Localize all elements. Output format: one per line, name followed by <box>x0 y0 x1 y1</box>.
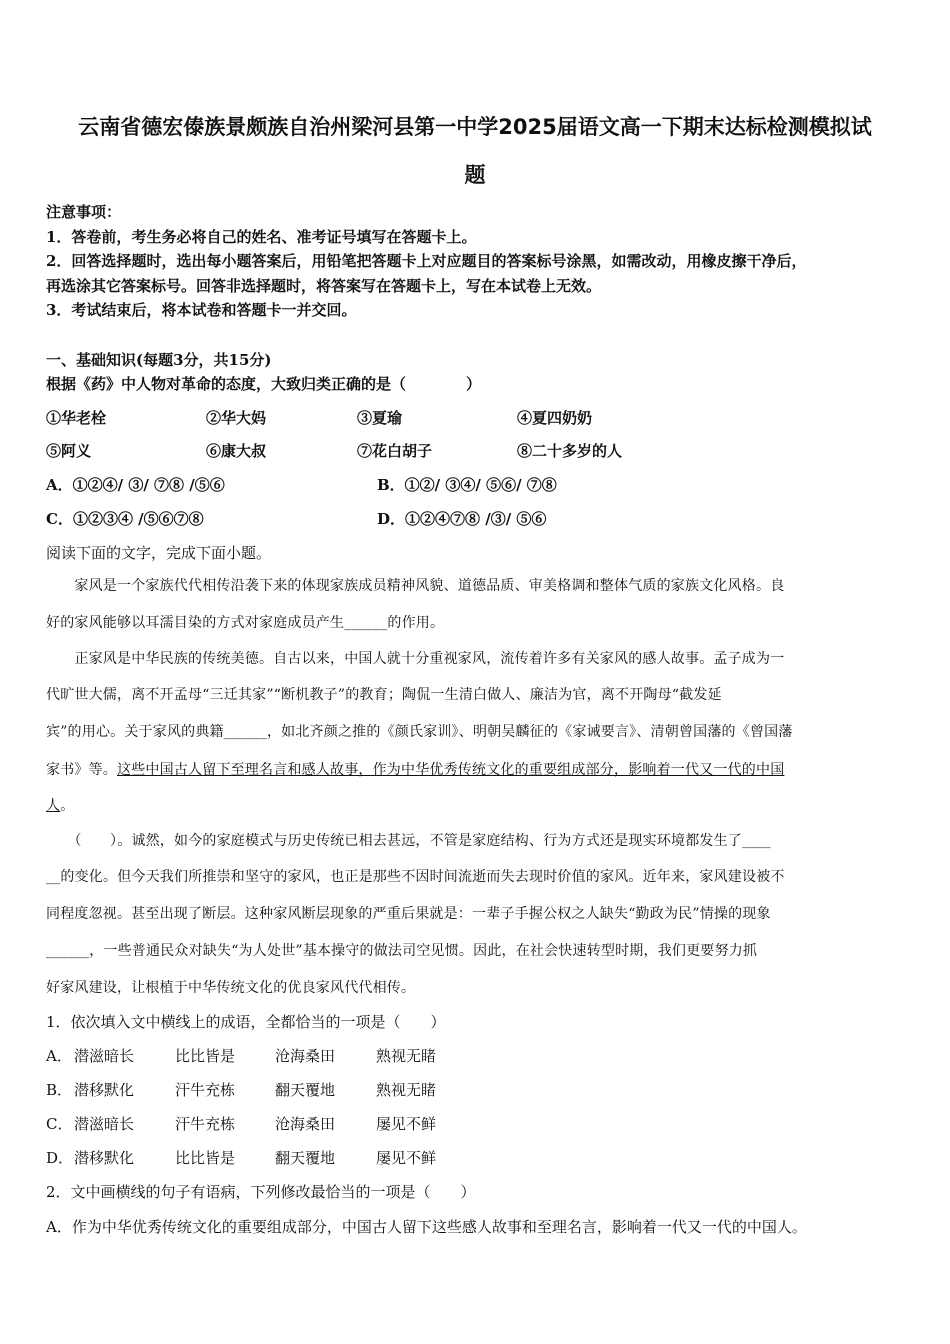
exam-title-line1: 云南省德宏傣族景颇族自治州梁河县第一中学2025届语文高一下期末达标检测模拟试 <box>78 115 872 139</box>
q1-option-label: C． <box>46 1115 73 1133</box>
answer-option-a: A．①②④/ ③/ ⑦⑧ /⑤⑥ <box>46 476 225 494</box>
q2-option-a: A．作为中华优秀传统文化的重要组成部分，中国古人留下这些感人故事和至理名言，影响着一代又一代的中国人。 <box>46 1218 807 1236</box>
character-option: ⑤阿义 <box>46 442 92 460</box>
passage-text: 。 <box>60 798 75 814</box>
passage-line: 正家风是中华民族的传统美德。自古以来，中国人就十分重视家风，流传着许多有关家风的感人故事。孟子成为一 <box>46 651 785 667</box>
passage-line: 宾”的用心。关于家风的典籍______，如北齐颜之推的《颜氏家训》、明朝吴麟征的《家诫要言》、清朝曾国藩的《曾国藩 <box>46 724 793 740</box>
q1-option-word: 翻天覆地 <box>275 1081 336 1099</box>
q1-option-word: 翻天覆地 <box>275 1149 336 1167</box>
q1-option-label: A． <box>46 1047 72 1065</box>
question-1-stem: 1．依次填入文中横线上的成语，全都恰当的一项是（ ） <box>46 1013 446 1031</box>
notice-item: 3．考试结束后，将本试卷和答题卡一并交回。 <box>46 301 357 319</box>
passage-line: 代旷世大儒，离不开孟母“三迁其家”“断机教子”的教育；陶侃一生清白做人、廉洁为官，离不开陶母“截发延 <box>46 687 722 703</box>
character-option: ②华大妈 <box>206 409 267 427</box>
notice-item: 2．回答选择题时，选出每小题答案后，用铅笔把答题卡上对应题目的答案标号涂黑，如需改动，用橡皮擦干净后， <box>46 252 807 270</box>
notice-item: 1．答卷前，考生务必将自己的姓名、准考证号填写在答题卡上。 <box>46 228 477 246</box>
q1-option-word: 熟视无睹 <box>376 1081 437 1099</box>
answer-option-c: C．①②③④ /⑤⑥⑦⑧ <box>46 510 204 528</box>
q1-option-word: 潜移默化 <box>74 1081 135 1099</box>
answer-option-b: B．①②/ ③④/ ⑤⑥/ ⑦⑧ <box>377 476 557 494</box>
q1-option-word: 汗牛充栋 <box>175 1081 236 1099</box>
q1-option-word: 潜滋暗长 <box>74 1115 135 1133</box>
character-option: ⑥康大叔 <box>206 442 267 460</box>
section-heading: 一、基础知识(每题3分，共15分) <box>46 351 272 369</box>
q1-option-label: D． <box>46 1149 74 1167</box>
exam-title-line2: 题 <box>464 163 486 187</box>
passage-line: 家风是一个家族代代相传沿袭下来的体现家族成员精神风貌、道德品质、审美格调和整体气质的家族文化风格。良 <box>46 578 785 594</box>
underlined-sentence: 这些中国古人留下至理名言和感人故事，作为中华优秀传统文化的重要组成部分，影响着一代又一代的中国 <box>117 762 785 778</box>
q1-option-word: 屡见不鲜 <box>376 1149 437 1167</box>
q1-option-word: 比比皆是 <box>175 1047 236 1065</box>
notice-item: 再选涂其它答案标号。回答非选择题时，将答案写在答题卡上，写在本试卷上无效。 <box>46 277 602 295</box>
q1-option-word: 比比皆是 <box>175 1149 236 1167</box>
q1-option-word: 熟视无睹 <box>376 1047 437 1065</box>
q1-option-label: B． <box>46 1081 73 1099</box>
passage-line: （ ）。诚然，如今的家庭模式与历史传统已相去甚远，不管是家庭结构、行为方式还是现实环境都发生了____ <box>46 833 771 849</box>
q1-option-word: 沧海桑田 <box>275 1047 336 1065</box>
notice-heading: 注意事项： <box>46 203 122 221</box>
q1-option-word: 屡见不鲜 <box>376 1115 437 1133</box>
question-stem: 根据《药》中人物对革命的态度，大致归类正确的是（ ） <box>46 375 482 393</box>
underlined-sentence-end: 人 <box>46 798 61 814</box>
passage-line <box>46 795 74 817</box>
reading-intro: 阅读下面的文字，完成下面小题。 <box>46 544 272 562</box>
q1-option-word: 汗牛充栋 <box>175 1115 236 1133</box>
passage-line: 同程度忽视。甚至出现了断层。这种家风断层现象的严重后果就是：一辈子手握公权之人缺失“勤政为民”情操的现象 <box>46 906 771 922</box>
answer-option-d: D．①②④⑦⑧ /③/ ⑤⑥ <box>377 510 547 528</box>
passage-line <box>46 759 784 781</box>
q1-option-word: 潜移默化 <box>74 1149 135 1167</box>
character-option: ③夏瑜 <box>357 409 403 427</box>
passage-line: ______，一些普通民众对缺失“为人处世”基本操守的做法司空见惯。因此，在社会快速转型时期，我们更要努力抓 <box>46 943 758 959</box>
passage-line: __的变化。但今天我们所推崇和坚守的家风，也正是那些不因时间流逝而失去现时价值的家风。近年来，家风建设被不 <box>46 869 785 885</box>
passage-text: 家书》等。 <box>46 762 117 778</box>
character-option: ④夏四奶奶 <box>517 409 593 427</box>
passage-line: 好的家风能够以耳濡目染的方式对家庭成员产生______的作用。 <box>46 615 445 631</box>
q1-option-word: 沧海桑田 <box>275 1115 336 1133</box>
character-option: ①华老栓 <box>46 409 107 427</box>
passage-line: 好家风建设，让根植于中华传统文化的优良家风代代相传。 <box>46 980 416 996</box>
character-option: ⑦花白胡子 <box>357 442 433 460</box>
character-option: ⑧二十多岁的人 <box>517 442 623 460</box>
question-2-stem: 2．文中画横线的句子有语病，下列修改最恰当的一项是（ ） <box>46 1183 476 1201</box>
q1-option-word: 潜滋暗长 <box>74 1047 135 1065</box>
